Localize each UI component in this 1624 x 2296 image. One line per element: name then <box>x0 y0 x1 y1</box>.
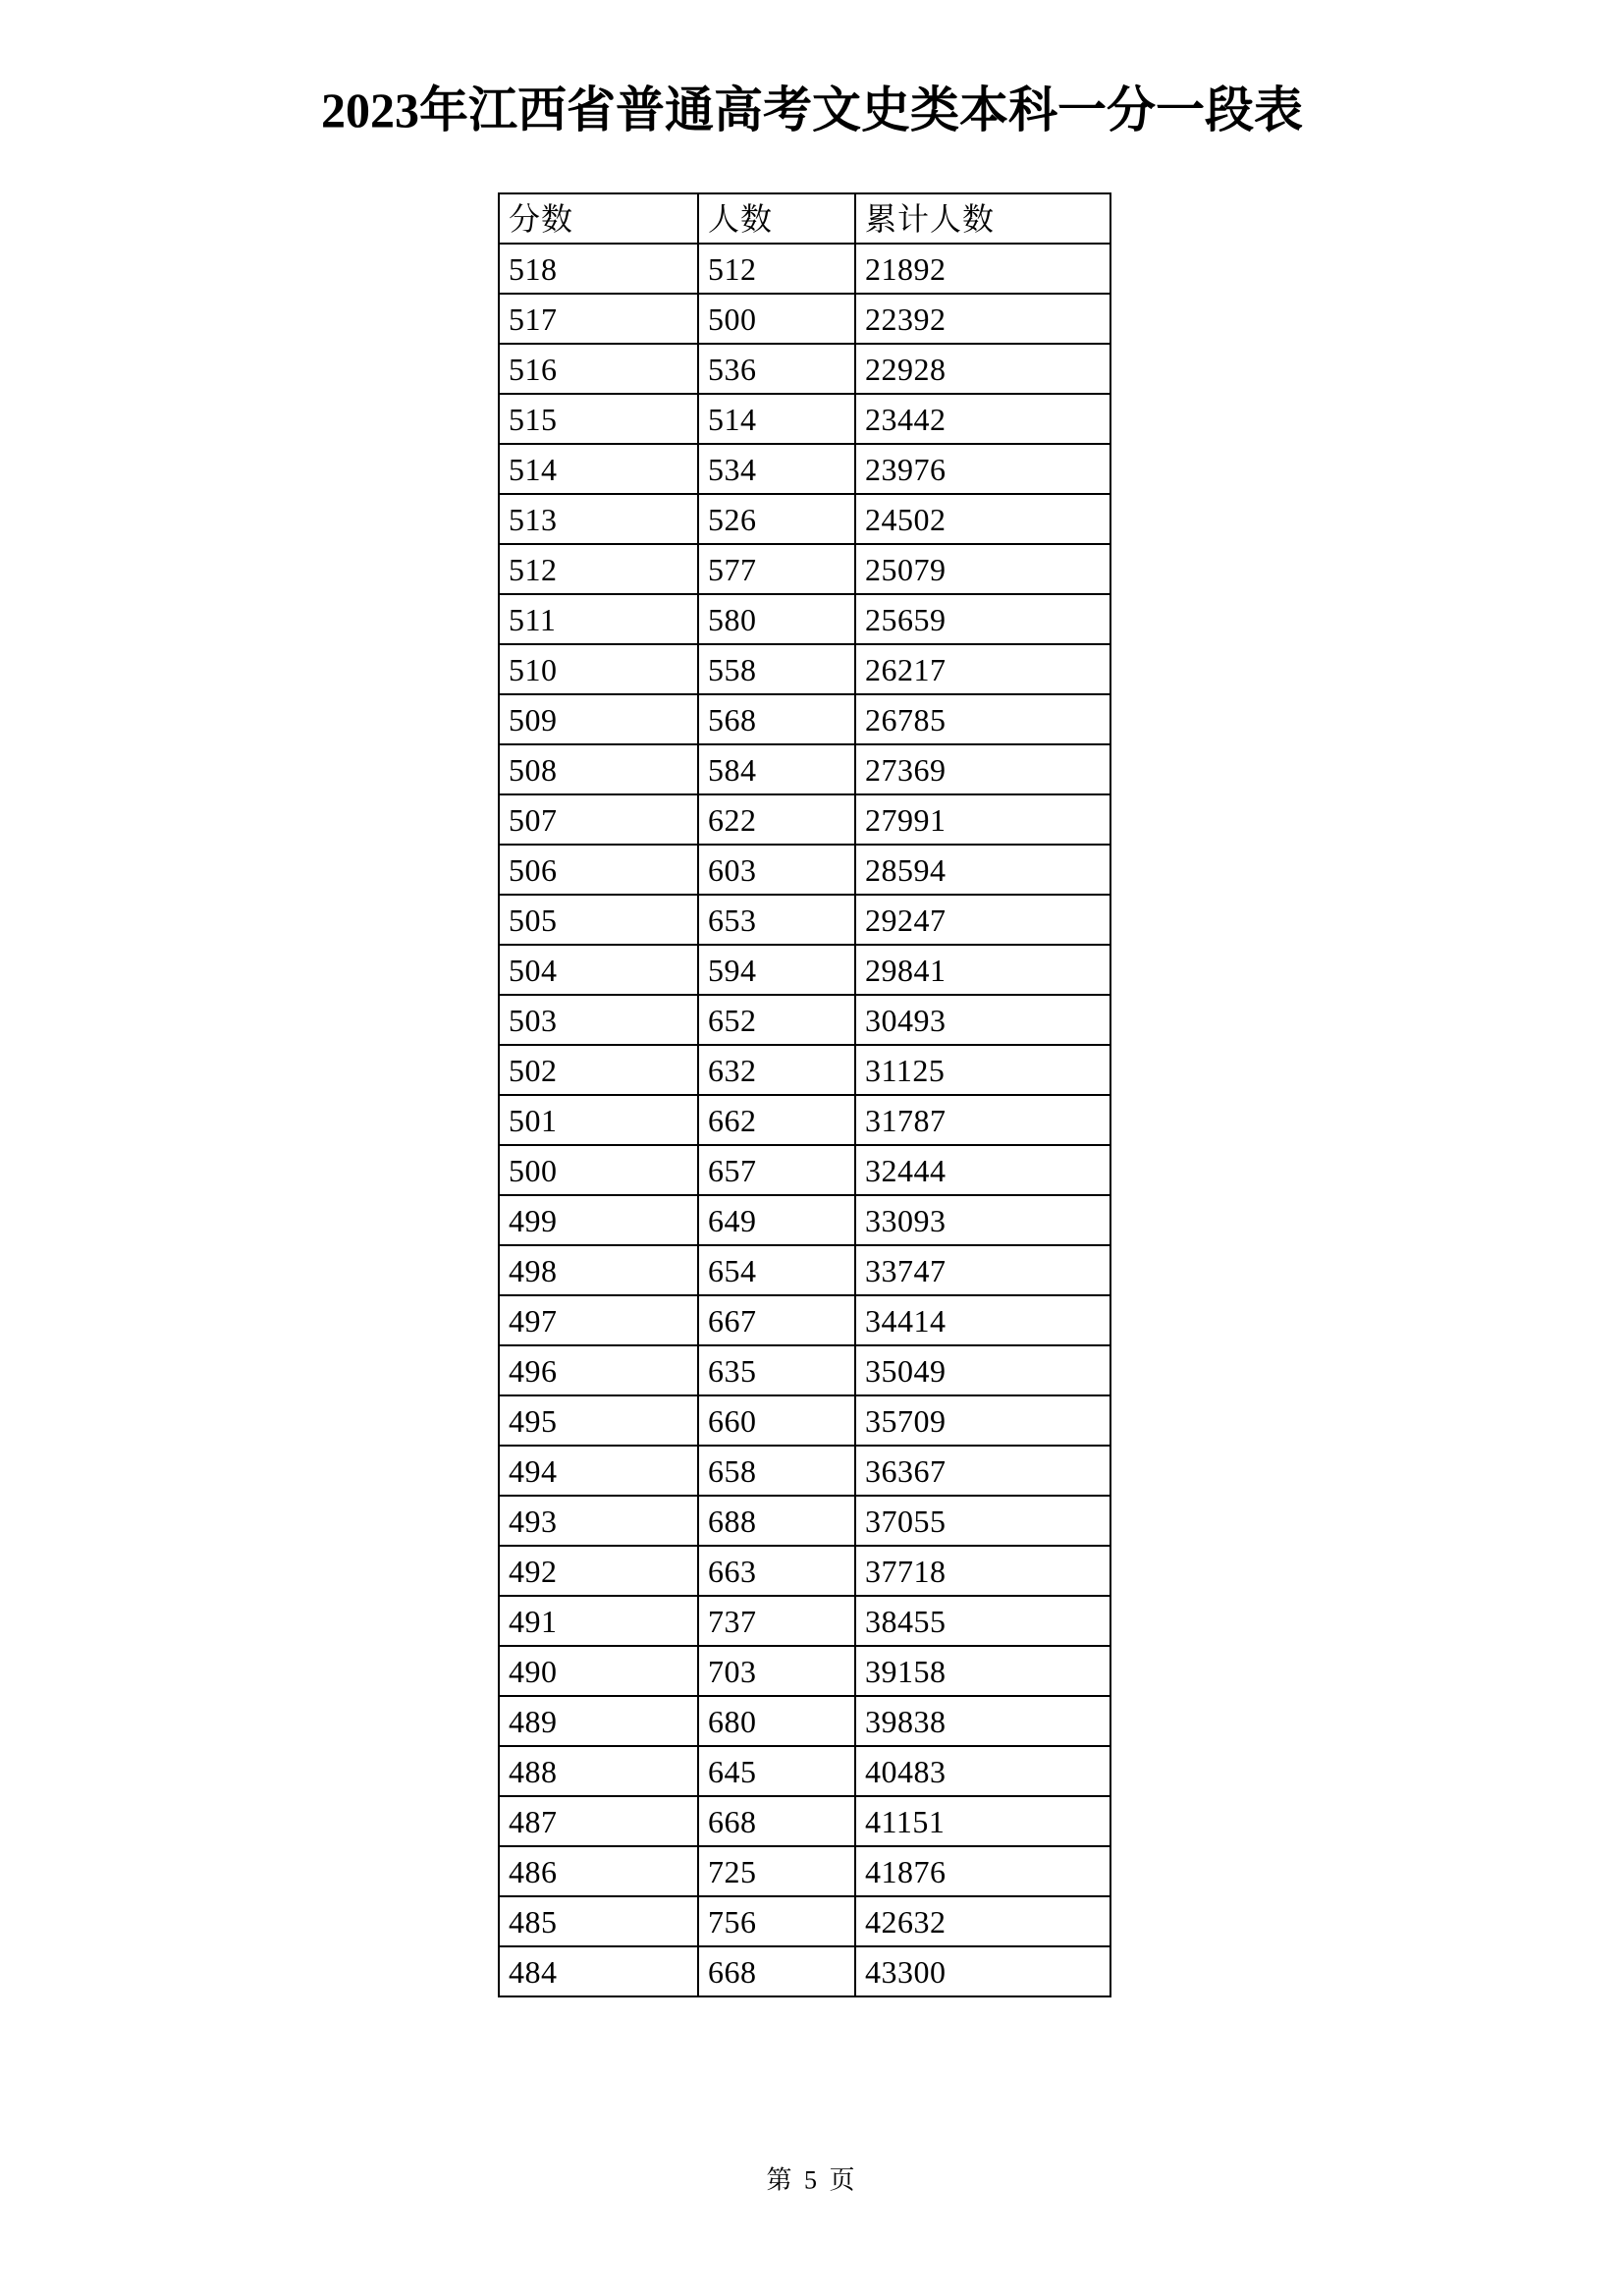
cell-cumulative: 41876 <box>855 1846 1110 1896</box>
column-header-cumulative: 累计人数 <box>855 193 1110 244</box>
table-row <box>499 1295 1110 1345</box>
cell-cumulative: 35709 <box>855 1395 1110 1446</box>
cell-cumulative: 23976 <box>855 444 1110 494</box>
cell-cumulative: 29841 <box>855 945 1110 995</box>
cell-score: 492 <box>499 1546 698 1596</box>
table-row <box>499 1095 1110 1145</box>
column-header-count: 人数 <box>698 193 855 244</box>
cell-count: 680 <box>698 1696 855 1746</box>
cell-score: 491 <box>499 1596 698 1646</box>
cell-count: 500 <box>698 294 855 344</box>
table-row <box>499 344 1110 394</box>
table-row <box>499 794 1110 845</box>
cell-count: 668 <box>698 1796 855 1846</box>
cell-count: 512 <box>698 244 855 294</box>
cell-count: 662 <box>698 1095 855 1145</box>
cell-score: 485 <box>499 1896 698 1946</box>
cell-cumulative: 23442 <box>855 394 1110 444</box>
table-row <box>499 244 1110 294</box>
table-row <box>499 845 1110 895</box>
cell-count: 526 <box>698 494 855 544</box>
cell-cumulative: 31125 <box>855 1045 1110 1095</box>
cell-cumulative: 24502 <box>855 494 1110 544</box>
table-row <box>499 1446 1110 1496</box>
cell-score: 508 <box>499 744 698 794</box>
score-distribution-table <box>498 192 1111 1997</box>
table-row <box>499 1946 1110 1996</box>
table-row <box>499 744 1110 794</box>
cell-count: 725 <box>698 1846 855 1896</box>
cell-cumulative: 35049 <box>855 1345 1110 1395</box>
cell-score: 518 <box>499 244 698 294</box>
cell-count: 536 <box>698 344 855 394</box>
cell-count: 737 <box>698 1596 855 1646</box>
cell-score: 493 <box>499 1496 698 1546</box>
page-number-footer: 第 5 页 <box>766 2165 858 2195</box>
table-row <box>499 1696 1110 1746</box>
table-row <box>499 544 1110 594</box>
cell-score: 497 <box>499 1295 698 1345</box>
cell-count: 534 <box>698 444 855 494</box>
table-row <box>499 1596 1110 1646</box>
cell-cumulative: 34414 <box>855 1295 1110 1345</box>
cell-score: 517 <box>499 294 698 344</box>
cell-cumulative: 21892 <box>855 244 1110 294</box>
cell-cumulative: 26785 <box>855 694 1110 744</box>
table-row <box>499 594 1110 644</box>
cell-count: 603 <box>698 845 855 895</box>
table-row <box>499 1546 1110 1596</box>
cell-score: 498 <box>499 1245 698 1295</box>
table-row <box>499 1145 1110 1195</box>
cell-count: 568 <box>698 694 855 744</box>
table-row <box>499 895 1110 945</box>
cell-cumulative: 25079 <box>855 544 1110 594</box>
cell-score: 486 <box>499 1846 698 1896</box>
cell-count: 654 <box>698 1245 855 1295</box>
cell-score: 514 <box>499 444 698 494</box>
cell-count: 660 <box>698 1395 855 1446</box>
table-row <box>499 394 1110 444</box>
score-table-container <box>498 192 1110 1997</box>
cell-cumulative: 43300 <box>855 1946 1110 1996</box>
table-row <box>499 444 1110 494</box>
cell-count: 667 <box>698 1295 855 1345</box>
cell-cumulative: 36367 <box>855 1446 1110 1496</box>
cell-cumulative: 26217 <box>855 644 1110 694</box>
cell-count: 657 <box>698 1145 855 1195</box>
cell-count: 594 <box>698 945 855 995</box>
cell-cumulative: 41151 <box>855 1796 1110 1846</box>
column-header-score: 分数 <box>499 193 698 244</box>
cell-cumulative: 40483 <box>855 1746 1110 1796</box>
cell-score: 507 <box>499 794 698 845</box>
cell-cumulative: 38455 <box>855 1596 1110 1646</box>
cell-score: 501 <box>499 1095 698 1145</box>
cell-count: 663 <box>698 1546 855 1596</box>
cell-cumulative: 28594 <box>855 845 1110 895</box>
cell-score: 505 <box>499 895 698 945</box>
table-row <box>499 1345 1110 1395</box>
page-title: 2023年江西省普通高考文史类本科一分一段表 <box>321 82 1303 137</box>
cell-cumulative: 32444 <box>855 1145 1110 1195</box>
cell-score: 515 <box>499 394 698 444</box>
cell-count: 688 <box>698 1496 855 1546</box>
cell-count: 632 <box>698 1045 855 1095</box>
cell-score: 496 <box>499 1345 698 1395</box>
table-row <box>499 294 1110 344</box>
cell-cumulative: 37055 <box>855 1496 1110 1546</box>
table-row <box>499 995 1110 1045</box>
cell-cumulative: 37718 <box>855 1546 1110 1596</box>
cell-count: 558 <box>698 644 855 694</box>
cell-cumulative: 39838 <box>855 1696 1110 1746</box>
cell-score: 506 <box>499 845 698 895</box>
cell-cumulative: 25659 <box>855 594 1110 644</box>
cell-cumulative: 29247 <box>855 895 1110 945</box>
cell-score: 495 <box>499 1395 698 1446</box>
cell-cumulative: 39158 <box>855 1646 1110 1696</box>
table-row <box>499 644 1110 694</box>
cell-score: 504 <box>499 945 698 995</box>
cell-score: 487 <box>499 1796 698 1846</box>
table-row <box>499 1045 1110 1095</box>
table-body <box>499 244 1110 1996</box>
cell-score: 503 <box>499 995 698 1045</box>
cell-count: 653 <box>698 895 855 945</box>
cell-score: 484 <box>499 1946 698 1996</box>
table-row <box>499 1395 1110 1446</box>
cell-score: 490 <box>499 1646 698 1696</box>
table-row <box>499 1496 1110 1546</box>
table-row <box>499 1796 1110 1846</box>
table-row <box>499 1746 1110 1796</box>
cell-count: 622 <box>698 794 855 845</box>
cell-count: 580 <box>698 594 855 644</box>
cell-count: 577 <box>698 544 855 594</box>
cell-score: 502 <box>499 1045 698 1095</box>
cell-count: 645 <box>698 1746 855 1796</box>
table-row <box>499 1195 1110 1245</box>
cell-count: 652 <box>698 995 855 1045</box>
cell-score: 488 <box>499 1746 698 1796</box>
cell-score: 512 <box>499 544 698 594</box>
cell-score: 511 <box>499 594 698 644</box>
cell-score: 516 <box>499 344 698 394</box>
cell-cumulative: 31787 <box>855 1095 1110 1145</box>
cell-score: 489 <box>499 1696 698 1746</box>
cell-cumulative: 30493 <box>855 995 1110 1045</box>
table-header-row <box>499 193 1110 244</box>
cell-count: 514 <box>698 394 855 444</box>
cell-count: 756 <box>698 1896 855 1946</box>
cell-score: 500 <box>499 1145 698 1195</box>
cell-cumulative: 33093 <box>855 1195 1110 1245</box>
table-row <box>499 1846 1110 1896</box>
cell-cumulative: 27991 <box>855 794 1110 845</box>
cell-score: 510 <box>499 644 698 694</box>
table-row <box>499 1896 1110 1946</box>
cell-cumulative: 42632 <box>855 1896 1110 1946</box>
cell-cumulative: 22928 <box>855 344 1110 394</box>
cell-score: 513 <box>499 494 698 544</box>
cell-count: 584 <box>698 744 855 794</box>
cell-cumulative: 27369 <box>855 744 1110 794</box>
cell-count: 635 <box>698 1345 855 1395</box>
cell-count: 668 <box>698 1946 855 1996</box>
cell-count: 649 <box>698 1195 855 1245</box>
table-row <box>499 1646 1110 1696</box>
cell-score: 509 <box>499 694 698 744</box>
cell-count: 703 <box>698 1646 855 1696</box>
table-row <box>499 494 1110 544</box>
cell-score: 494 <box>499 1446 698 1496</box>
cell-score: 499 <box>499 1195 698 1245</box>
table-header <box>499 193 1110 244</box>
table-row <box>499 1245 1110 1295</box>
cell-count: 658 <box>698 1446 855 1496</box>
table-row <box>499 945 1110 995</box>
cell-cumulative: 22392 <box>855 294 1110 344</box>
cell-cumulative: 33747 <box>855 1245 1110 1295</box>
table-row <box>499 694 1110 744</box>
